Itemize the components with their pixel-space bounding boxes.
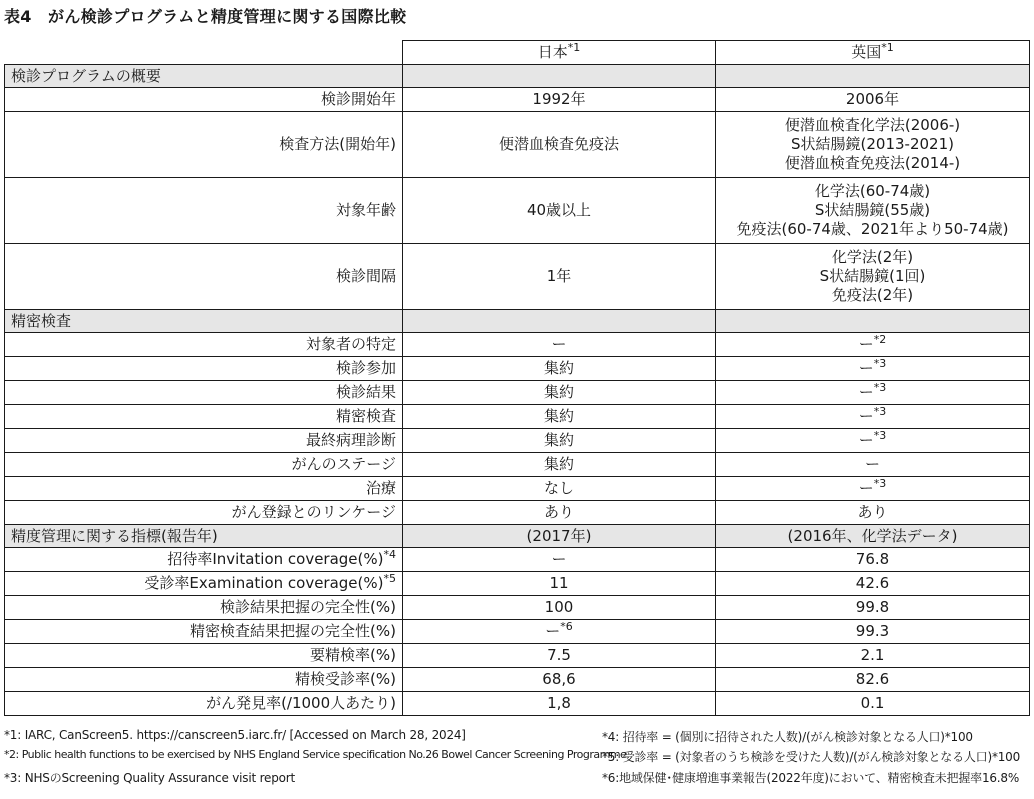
uk-value xyxy=(716,88,1030,112)
footnote-4: *4: 招待率 = (個別に招待された人数)/(がん検診対象となる人口)*100 xyxy=(602,730,973,744)
japan-value-line: 40歳以上 xyxy=(526,201,592,219)
uk-value-line: 2006年 xyxy=(845,90,900,108)
row-label-text: 検査方法(開始年) xyxy=(279,135,396,153)
uk-value-text: 99.8 xyxy=(855,598,890,616)
table-row xyxy=(5,244,1030,310)
section-row xyxy=(5,310,1030,333)
row-label-text: 検診結果把握の完全性(%) xyxy=(220,598,396,616)
japan-value-line: 1年 xyxy=(546,267,572,285)
table-title: 表4 がん検診プログラムと精度管理に関する国際比較 xyxy=(4,7,407,26)
table-row xyxy=(5,429,1030,453)
uk-value-line: 化学法(2年) xyxy=(831,248,914,266)
japan-value-text: ー xyxy=(545,622,561,640)
japan-value xyxy=(403,381,716,405)
footnote-marker: *5 xyxy=(383,572,396,585)
row-label-text: 要精検率(%) xyxy=(310,646,396,664)
uk-value-text: 76.8 xyxy=(855,550,890,568)
uk-value-text: ー xyxy=(858,383,874,401)
footnote-2: *2: Public health functions to be exercised by NHS England Service specification No.26 Bowel Cancer Screening Programme. xyxy=(4,748,630,761)
row-label xyxy=(5,477,403,501)
comparison-table xyxy=(4,40,1030,716)
footnote-marker: *2 xyxy=(873,333,887,346)
row-label xyxy=(5,572,403,596)
footnote-marker: *3 xyxy=(873,477,887,490)
row-label-text: がんのステージ xyxy=(291,455,396,473)
header-blank-cell xyxy=(5,41,403,65)
footnote-marker: *4 xyxy=(383,548,396,561)
uk-value xyxy=(716,477,1030,501)
row-label xyxy=(5,548,403,572)
uk-value xyxy=(716,333,1030,357)
row-label-text: 治療 xyxy=(365,479,396,497)
japan-value-text: あり xyxy=(543,503,574,521)
row-label xyxy=(5,620,403,644)
uk-value xyxy=(716,692,1030,716)
row-label xyxy=(5,453,403,477)
uk-value xyxy=(716,244,1030,310)
japan-value xyxy=(403,405,716,429)
table-row xyxy=(5,501,1030,525)
japan-value xyxy=(403,357,716,381)
table-row xyxy=(5,357,1030,381)
uk-value xyxy=(716,572,1030,596)
uk-value-line: 便潜血検査免疫法(2014-) xyxy=(784,154,961,172)
uk-value xyxy=(716,429,1030,453)
row-label-text: 最終病理診断 xyxy=(305,431,396,449)
row-label xyxy=(5,333,403,357)
row-label-text: 検診参加 xyxy=(335,359,396,377)
uk-value xyxy=(716,453,1030,477)
uk-value-text: ー xyxy=(858,431,874,449)
uk-value-line: 免疫法(2年) xyxy=(831,286,914,304)
japan-value xyxy=(403,596,716,620)
japan-value-text: ー xyxy=(551,550,567,568)
row-label-text: 精密検査 xyxy=(335,407,396,425)
uk-value xyxy=(716,620,1030,644)
section-name: 精度管理に関する指標(報告年) xyxy=(11,526,218,545)
section-uk-cell xyxy=(716,525,1030,548)
footnote-5: *5: 受診率 = (対象者のうち検診を受けた人数)/(がん検診対象となる人口)*100 xyxy=(602,750,1021,764)
uk-value xyxy=(716,596,1030,620)
footnote-marker: *6 xyxy=(560,620,573,633)
table-row xyxy=(5,572,1030,596)
row-label-text: 検診開始年 xyxy=(320,90,396,108)
footnote-marker: *3 xyxy=(873,381,887,394)
japan-value-text: 集約 xyxy=(543,383,574,401)
section-japan-cell xyxy=(403,525,716,548)
section-uk-cell xyxy=(716,310,1030,333)
section-label xyxy=(5,310,403,333)
row-label xyxy=(5,244,403,310)
table-row xyxy=(5,381,1030,405)
uk-value-text: ー xyxy=(858,335,874,353)
header-uk: 英国$^{*1}$ xyxy=(716,41,1030,65)
row-label-text: がん登録とのリンケージ xyxy=(231,503,396,521)
section-name: 精密検査 xyxy=(11,311,72,330)
uk-value-line: S状結腸鏡(55歳) xyxy=(814,201,931,219)
row-label xyxy=(5,88,403,112)
uk-value xyxy=(716,178,1030,244)
uk-value xyxy=(716,357,1030,381)
row-label-text: がん発見率(/1000人あたり) xyxy=(206,694,396,712)
row-label xyxy=(5,644,403,668)
header-row xyxy=(5,41,1030,65)
header-japan: 日本$^{*1}$ xyxy=(403,41,716,65)
row-label xyxy=(5,429,403,453)
section-row xyxy=(5,525,1030,548)
footnote-marker: *3 xyxy=(873,429,887,442)
section-japan-year: (2017年) xyxy=(526,526,592,545)
table-row xyxy=(5,333,1030,357)
section-row xyxy=(5,65,1030,88)
uk-value-text: 82.6 xyxy=(855,670,890,688)
uk-value-text: 0.1 xyxy=(860,694,885,712)
japan-value xyxy=(403,668,716,692)
uk-value-text: ー xyxy=(858,407,874,425)
uk-value-text: あり xyxy=(857,503,888,521)
row-label xyxy=(5,692,403,716)
uk-value xyxy=(716,644,1030,668)
table-row xyxy=(5,112,1030,178)
japan-value xyxy=(403,501,716,525)
row-label xyxy=(5,357,403,381)
row-label-text: 精密検査結果把握の完全性(%) xyxy=(190,622,396,640)
uk-value-text: 99.3 xyxy=(855,622,890,640)
japan-value xyxy=(403,692,716,716)
table-row xyxy=(5,692,1030,716)
japan-value-text: 集約 xyxy=(543,359,574,377)
section-japan-cell xyxy=(403,310,716,333)
japan-value xyxy=(403,429,716,453)
japan-value-text: ー xyxy=(551,335,567,353)
row-label-text: 対象者の特定 xyxy=(305,335,396,353)
table-row xyxy=(5,596,1030,620)
footnote-marker: *3 xyxy=(873,357,887,370)
uk-value-text: 42.6 xyxy=(855,574,890,592)
footnote-6: *6:地域保健･健康増進事業報告(2022年度)において、精密検査未把握率16.8% xyxy=(602,771,1020,785)
uk-value-text: 2.1 xyxy=(860,646,885,664)
row-label-text: 検診間隔 xyxy=(335,267,396,285)
japan-value-text: 7.5 xyxy=(547,646,571,664)
table-row xyxy=(5,405,1030,429)
uk-value-text: ー xyxy=(858,359,874,377)
footnote-1: *1: IARC, CanScreen5. https://canscreen5.iarc.fr/ [Accessed on March 28, 2024] xyxy=(4,728,466,742)
japan-value xyxy=(403,644,716,668)
japan-value-text: なし xyxy=(543,479,574,497)
japan-value xyxy=(403,477,716,501)
section-japan-cell xyxy=(403,65,716,88)
table-row xyxy=(5,178,1030,244)
japan-value xyxy=(403,453,716,477)
uk-value-text: ー xyxy=(864,455,880,473)
uk-value xyxy=(716,668,1030,692)
row-label xyxy=(5,668,403,692)
section-uk-cell xyxy=(716,65,1030,88)
japan-value xyxy=(403,112,716,178)
uk-value-line: 免疫法(60-74歳、2021年より50-74歳) xyxy=(736,220,1009,238)
japan-value xyxy=(403,88,716,112)
japan-value-text: 11 xyxy=(549,574,569,592)
uk-value xyxy=(716,112,1030,178)
row-label xyxy=(5,405,403,429)
uk-value-line: 化学法(60-74歳) xyxy=(814,182,931,200)
section-label xyxy=(5,65,403,88)
row-label xyxy=(5,501,403,525)
table-row xyxy=(5,88,1030,112)
japan-value-text: 集約 xyxy=(543,431,574,449)
japan-value-line: 1992年 xyxy=(532,90,586,108)
section-label xyxy=(5,525,403,548)
row-label-text: 精検受診率(%) xyxy=(295,670,396,688)
japan-value-text: 1,8 xyxy=(547,694,571,712)
section-uk-year: (2016年、化学法データ) xyxy=(787,526,958,545)
row-label-text: 招待率Invitation coverage(%) xyxy=(167,550,384,568)
row-label-text: 検診結果 xyxy=(335,383,396,401)
japan-value xyxy=(403,620,716,644)
japan-value xyxy=(403,178,716,244)
row-label-text: 受診率Examination coverage(%) xyxy=(144,574,384,592)
uk-value xyxy=(716,548,1030,572)
table-row xyxy=(5,644,1030,668)
table-row xyxy=(5,548,1030,572)
uk-value-line: S状結腸鏡(1回) xyxy=(819,267,926,285)
japan-value-text: 集約 xyxy=(543,407,574,425)
row-label-text: 対象年齢 xyxy=(335,201,396,219)
footnote-marker: *3 xyxy=(873,405,887,418)
japan-value xyxy=(403,333,716,357)
section-name: 検診プログラムの概要 xyxy=(11,66,161,85)
japan-value-text: 68,6 xyxy=(542,670,576,688)
uk-value xyxy=(716,405,1030,429)
row-label xyxy=(5,112,403,178)
uk-value-text: ー xyxy=(858,479,874,497)
japan-value-line: 便潜血検査免疫法 xyxy=(498,135,619,153)
row-label xyxy=(5,381,403,405)
uk-value-line: S状結腸鏡(2013-2021) xyxy=(791,135,954,153)
japan-value-text: 100 xyxy=(544,598,574,616)
row-label xyxy=(5,178,403,244)
japan-value-text: 集約 xyxy=(543,455,574,473)
table-row xyxy=(5,477,1030,501)
table-row xyxy=(5,453,1030,477)
uk-value-line: 便潜血検査化学法(2006-) xyxy=(784,116,961,134)
table-row xyxy=(5,620,1030,644)
japan-value xyxy=(403,572,716,596)
japan-value xyxy=(403,548,716,572)
table-row xyxy=(5,668,1030,692)
japan-value xyxy=(403,244,716,310)
row-label xyxy=(5,596,403,620)
uk-value xyxy=(716,501,1030,525)
footnote-3: *3: NHSのScreening Quality Assurance visit report xyxy=(4,771,296,785)
uk-value xyxy=(716,381,1030,405)
